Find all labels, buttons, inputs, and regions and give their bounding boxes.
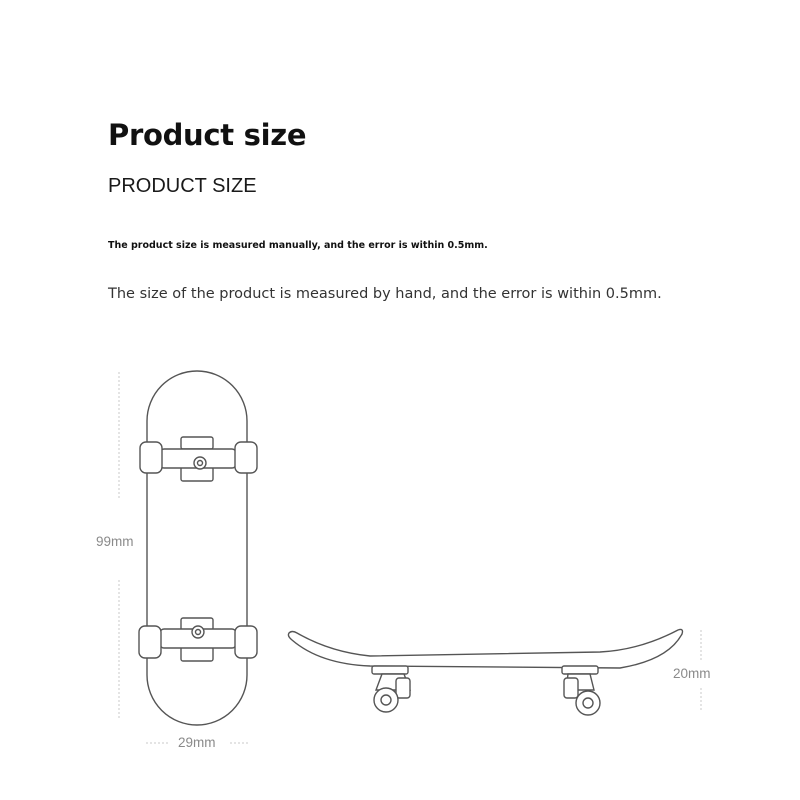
deck-outline [147, 371, 247, 725]
skateboard-side-view [288, 630, 682, 716]
page-title: Product size [108, 118, 307, 152]
height-label: 20mm [673, 666, 711, 681]
measurement-note: The size of the product is measured by hand, and the error is within 0.5mm. [108, 286, 662, 302]
width-label: 29mm [178, 735, 216, 750]
right-truck [562, 666, 600, 715]
deck-side-outline [288, 630, 682, 669]
measurement-note-bold: The product size is measured manually, and the error is within 0.5mm. [108, 240, 488, 251]
skateboard-top-view [139, 371, 257, 725]
page-subtitle: PRODUCT SIZE [108, 175, 257, 197]
left-truck [372, 666, 410, 712]
length-label: 99mm [96, 534, 134, 549]
